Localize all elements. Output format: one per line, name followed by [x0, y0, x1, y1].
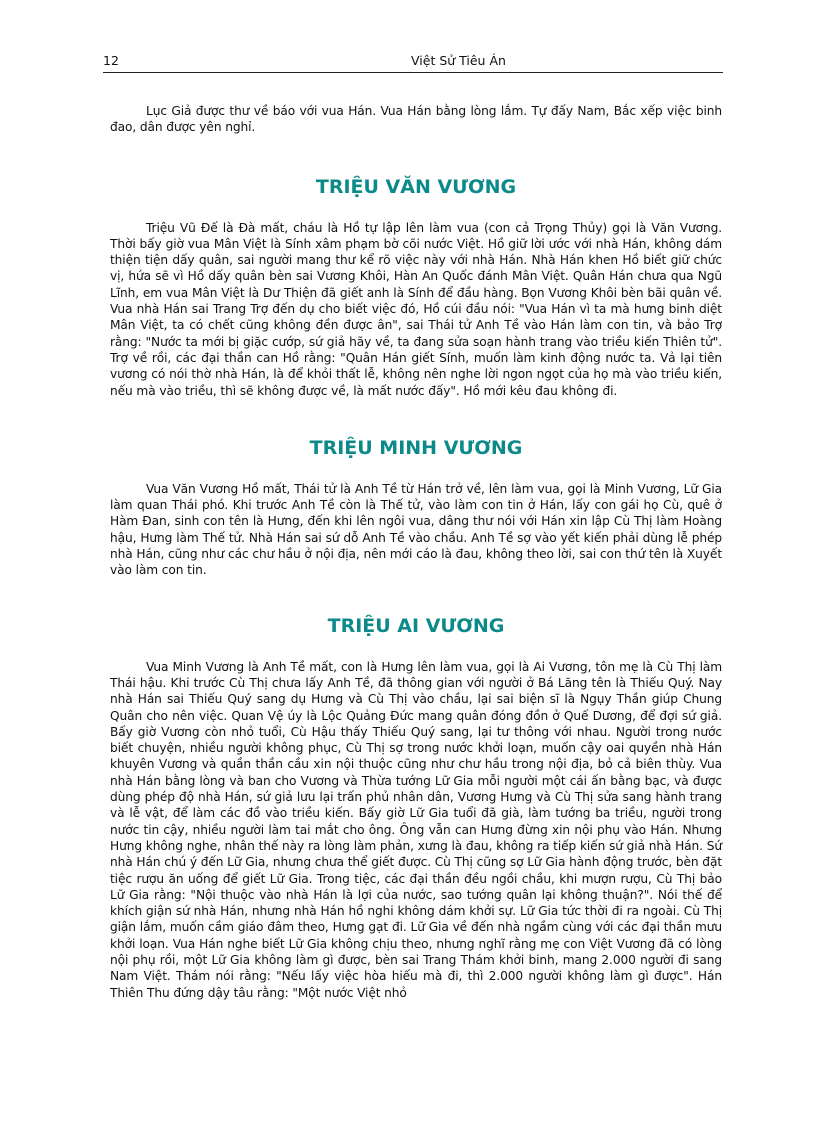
running-title: Việt Sử Tiêu Án [411, 53, 506, 68]
page-number: 12 [103, 53, 119, 68]
section-paragraph-trieu-minh-vuong: Vua Văn Vương Hồ mất, Thái tử là Anh Tề từ Hán trở về, lên làm vua, gọi là Minh Vương, Lữ Gia làm quan Thái phó. Khi trước Anh Tề còn là Thế tử, vào làm con tin ở Hán, lấy con gái họ Cù, quê ở Hàm Đan, sinh con tên là Hưng, đến khi lên ngôi vua, dâng thư nói với Hán xin lập Cù Thị làm Hoàng hậu, Hưng làm Thế tử. Nhà Hán sai sứ dỗ Anh Tề vào chầu. Anh Tề sợ vào yết kiến phải dùng lễ phép nhà Hán, cũng như các chư hầu ở nội địa, nên mới cáo là đau, không theo lời, sai con thứ tên là Xuyết vào làm con tin. [110, 481, 722, 578]
section-paragraph-trieu-van-vuong: Triệu Vũ Đế là Đà mất, cháu là Hồ tự lập lên làm vua (con cả Trọng Thủy) gọi là Văn Vương. Thời bấy giờ vua Mân Việt là Sính xâm phạm bờ cõi nước Việt. Hồ giữ lời ước với nhà Hán, không dám thiện tiện dấy quân, sai người mang thư kể rõ việc này với nhà Hán. Nhà Hán khen Hồ biết giữ chức vị, hứa sẽ vì Hồ dấy quân bèn sai Vương Khôi, Hàn An Quốc đánh Mân Việt. Quân Hán chưa qua Ngũ Lĩnh, em vua Mân Việt là Dư Thiện đã giết anh là Sính để đầu hàng. Bọn Vương Khôi bèn bãi quân về. Vua nhà Hán sai Trang Trợ đến dụ cho biết việc đó, Hồ cúi đầu nói: "Vua Hán vì ta mà hưng binh diệt Mân Việt, ta có chết cũng không đền được ân", sai Thái tử Anh Tề vào Hán làm con tin, và bảo Trợ rằng: "Nước ta mới bị giặc cướp, sứ giả hãy về, ta đang sửa soạn hành trang vào triều kiến Thiên tử". Trợ về rồi, các đại thần can Hồ rằng: "Quân Hán giết Sính, muốn làm kinh động nước ta. Vả lại tiên vương có nói thờ nhà Hán, là để khỏi thất lễ, không nên nghe lời ngon ngọt của họ mà vào triều kiến, nếu mà vào triều, thì sẽ không được về, là mất nước đấy". Hồ mới kêu đau không đi. [110, 220, 722, 398]
section-heading-trieu-ai-vuong: TRIỆU AI VƯƠNG [327, 614, 505, 637]
page-header [103, 50, 723, 73]
section-paragraph-trieu-ai-vuong: Vua Minh Vương là Anh Tề mất, con là Hưng lên làm vua, gọi là Ai Vương, tôn mẹ là Cù Thị làm Thái hậu. Khi trước Cù Thị chưa lấy Anh Tề, đã thông gian với người ở Bá Lăng tên là Thiếu Quý. Nay nhà Hán sai Thiếu Quý sang dụ Hưng và Cù Thị vào chầu, lại sai biện sĩ là Ngụy Thần giúp Chung Quân cho nên việc. Quan Vệ úy là Lộc Quảng Đức mang quân đóng đồn ở Quế Dương, để đợi sứ giả. Bấy giờ Vương còn nhỏ tuổi, Cù Hậu thấy Thiếu Quý sang, lại tư thông với nhau. Người trong nước biết chuyện, nhiều người không phục, Cù Thị sợ trong nước khởi loạn, muốn cậy oai quyền nhà Hán khuyên Vương và quần thần cầu xin nội thuộc cũng như chư hầu trong nội địa, bỏ cả biên thùy. Vua nhà Hán bằng lòng và ban cho Vương và Thừa tướng Lữ Gia mỗi người một cái ấn bằng bạc, và được dùng phép độ nhà Hán, sứ giả lưu lại trấn phủ nhân dân, Vương Hưng và Cù Thị sửa sang hành trang và lễ vật, để làm các đồ vào triều kiến. Bấy giờ Lữ Gia tuổi đã già, làm tướng ba triều, người trong nước tin cậy, nhiều người làm tai mắt cho ông. Ông vẫn can Hưng đừng xin nội phụ vào Hán. Nhưng Hưng không nghe, nhân thế này ra lòng làm phản, xưng là đau, không ra tiếp kiến sứ giả nhà Hán. Sứ nhà Hán chú ý đến Lữ Gia, nhưng chưa thể giết được. Cù Thị cũng sợ Lữ Gia hành động trước, bèn đặt tiệc rượu ăn uống để giết Lữ Gia. Trong tiệc, các đại thần đều ngồi chầu, khi mượn rượu, Cù Thị bảo Lữ Gia rằng: "Nội thuộc vào nhà Hán là lợi của nước, sao tướng quân lại không thuận?". Nói thế để khích giận sứ nhà Hán, nhưng nhà Hán hồ nghi không dám khởi sự. Lữ Gia tức thời đi ra ngoài. Cù Thị giận lắm, muốn cầm giáo đâm theo, Hưng gạt đi. Lữ Gia về đến nhà ngầm cùng với các đại thần mưu khởi loạn. Vua Hán nghe biết Lữ Gia không chịu theo, nhưng nghĩ rằng mẹ con Việt Vương đã có lòng nội phụ rồi, một Lữ Gia không làm gì được, bèn sai Trang Thám khởi binh, mang 2.000 người đi sang Nam Việt. Thám nói rằng: "Nếu lấy việc hòa hiếu mà đi, thì 2.000 người không làm gì được". Hán Thiên Thu đứng dậy tâu rằng: "Một nước Việt nhỏ [110, 659, 722, 1000]
section-heading-trieu-minh-vuong: TRIỆU MINH VƯƠNG [309, 436, 523, 459]
section-heading-trieu-van-vuong: TRIỆU VĂN VƯƠNG [315, 175, 517, 198]
page-body [110, 103, 722, 1001]
intro-paragraph: Lục Giả được thư về báo với vua Hán. Vua Hán bằng lòng lắm. Tự đấy Nam, Bắc xếp việc binh đao, dân được yên nghỉ. [110, 104, 722, 135]
